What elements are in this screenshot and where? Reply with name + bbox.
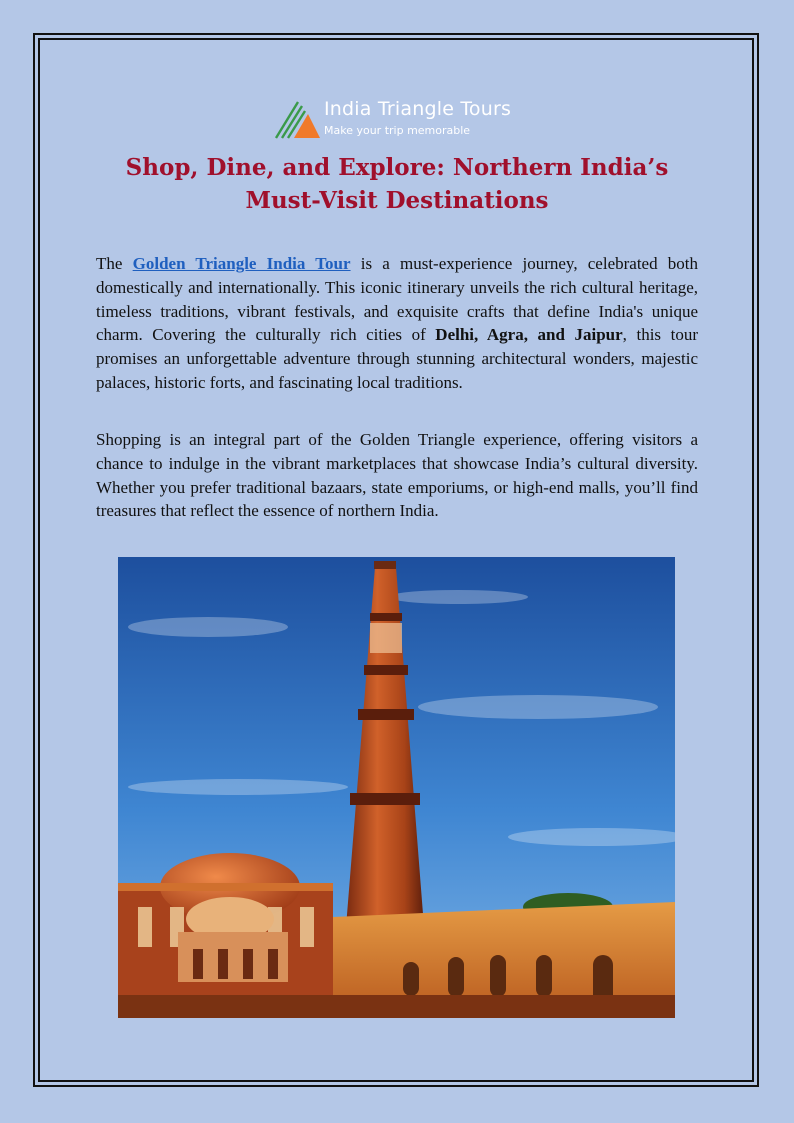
golden-triangle-tour-link[interactable]: Golden Triangle India Tour [132,254,351,273]
brand-name: India Triangle Tours [324,98,512,120]
article-title: Shop, Dine, and Explore: Northern India’s Must-Visit Destinations [125,154,669,214]
brand-tagline: Make your trip memorable [324,124,471,137]
cities-bold-text: Delhi, Agra, and Jaipur [435,325,623,345]
intro-text-continued: is a must-experience journey, celebrated both domestically and internationally. This iconic itinerary unveils the rich cultural heritage, timeless traditions, vibrant festivals, and exquisite crafts that define India's unique charm. Covering the culturally rich cities of [96,254,699,345]
qutub-minar-illustration [118,557,675,1018]
qutub-minar-photo [118,557,675,1018]
triangle-logo-icon [274,98,322,140]
shopping-paragraph: Shopping is an integral part of the Golden Triangle experience, offering visitors a chance to indulge in the vibrant marketplaces that showcase India’s cultural diversity. Whether you prefer traditional bazaars, state emporiums, or high-end malls, you’ll find treasures that reflect the essence of northern India. [96,430,698,521]
intro-text: The [96,254,133,273]
intro-paragraph [96,252,698,395]
intro-text-end: , this tour promises an unforgettable adventure through stunning architectural wonders, majestic palaces, historic forts, and fascinating local traditions. [96,325,698,392]
brand-logo [274,98,524,144]
